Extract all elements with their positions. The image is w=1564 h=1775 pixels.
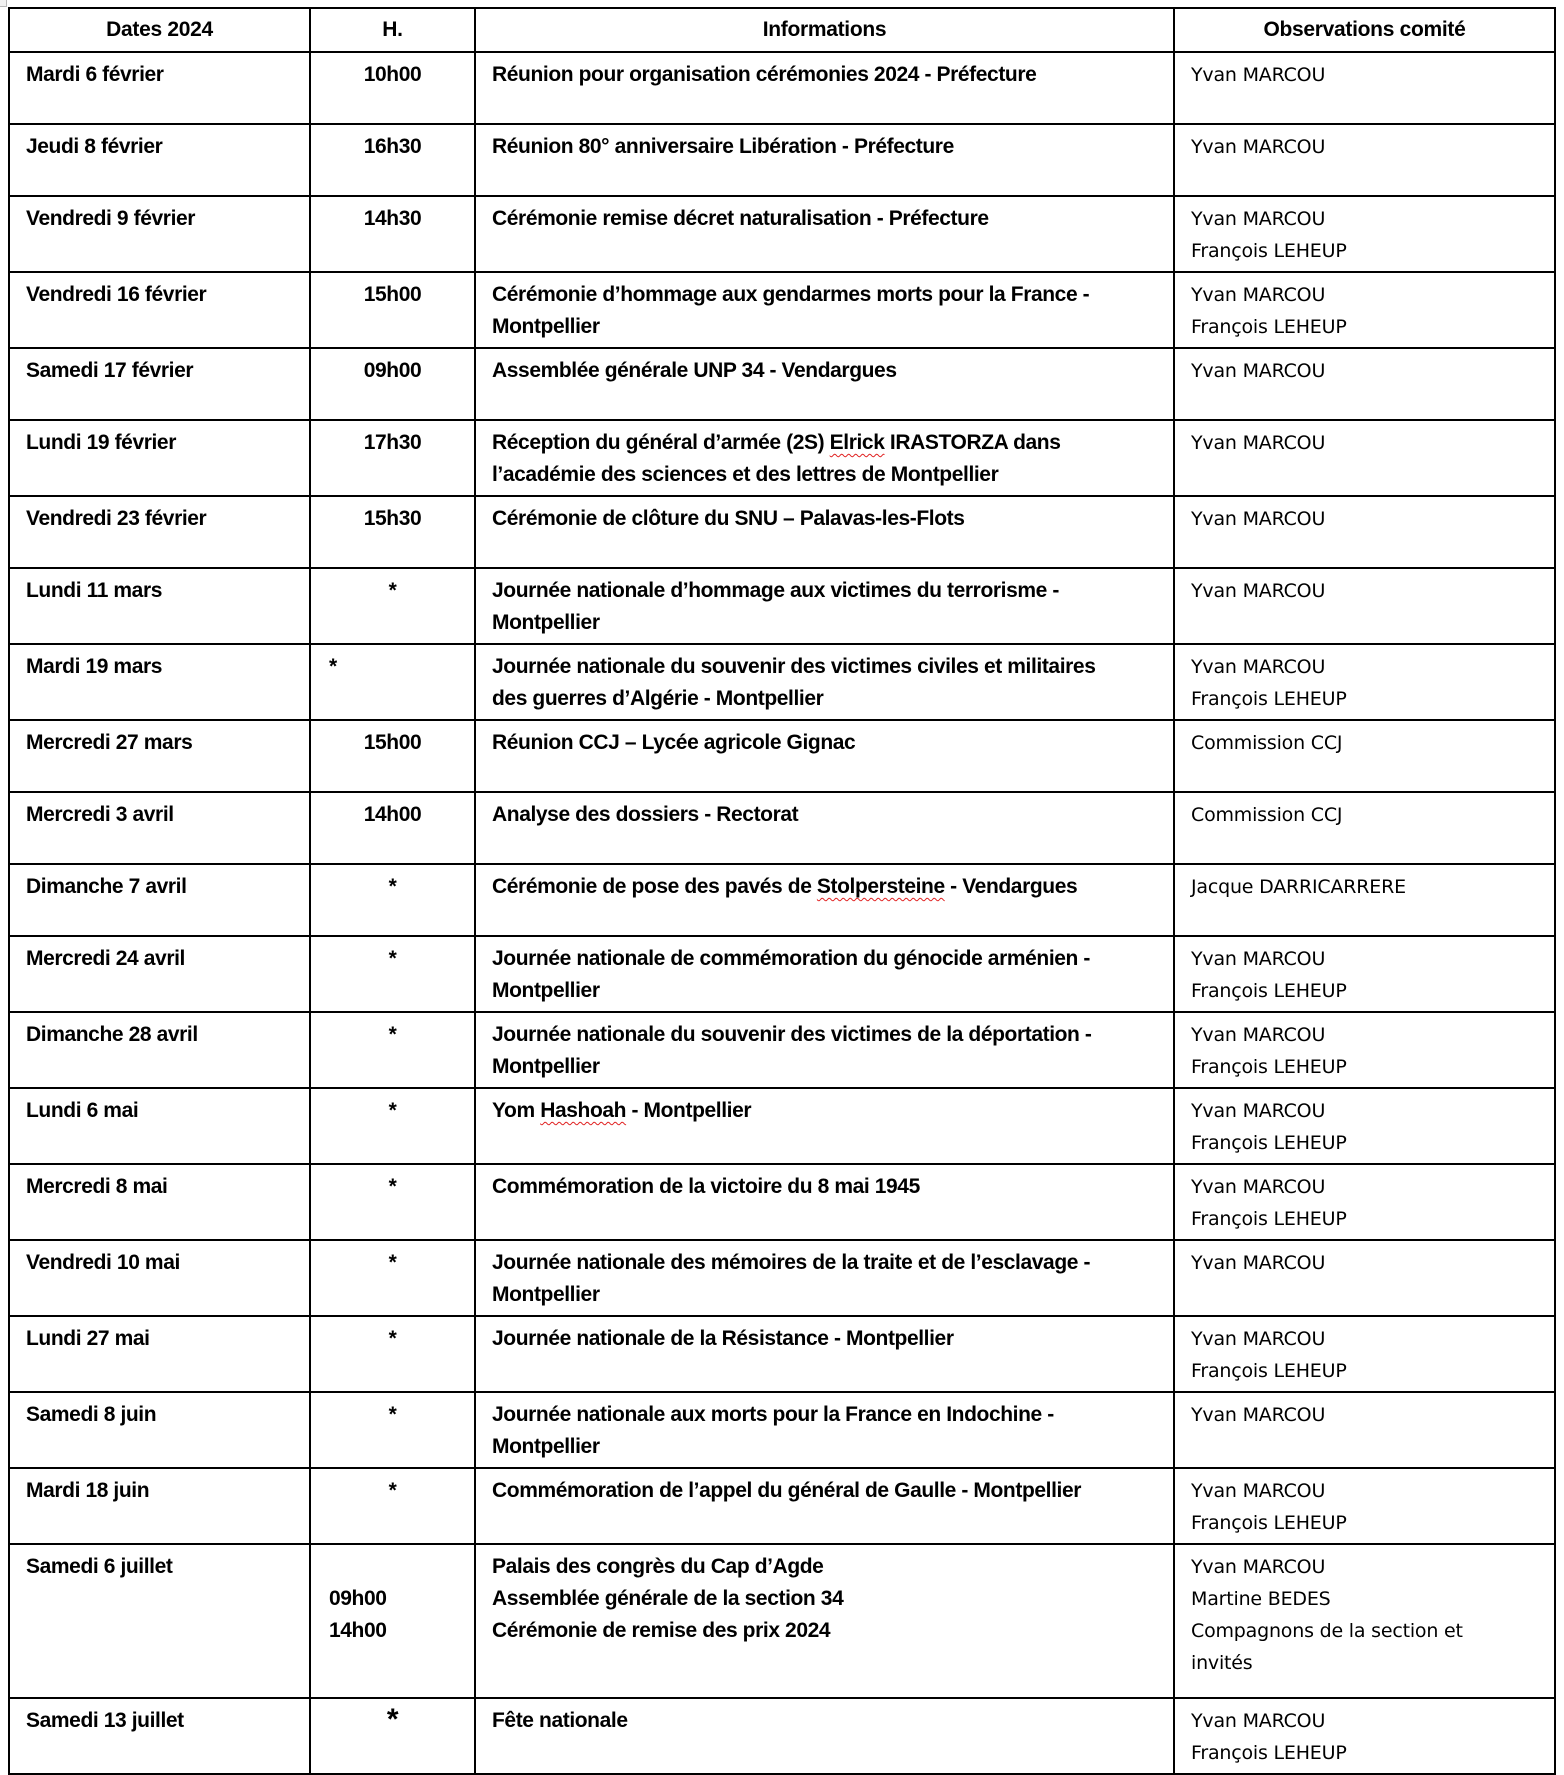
event-hour: 16h30 bbox=[363, 135, 422, 158]
spellcheck-flagged-word[interactable]: Stolpersteine bbox=[816, 875, 945, 898]
committee-member: François LEHEUP bbox=[1191, 1208, 1347, 1230]
table-row bbox=[9, 52, 1555, 124]
event-date: Mercredi 24 avril bbox=[26, 947, 185, 970]
event-info-line: Cérémonie de clôture du SNU – Palavas-les-Flots bbox=[492, 507, 965, 530]
info-cell bbox=[475, 1012, 1174, 1088]
info-cell bbox=[475, 1698, 1174, 1774]
event-hour: 14h30 bbox=[363, 207, 422, 230]
observations-cell bbox=[1174, 196, 1555, 272]
info-cell bbox=[475, 936, 1174, 1012]
committee-member: Yvan MARCOU bbox=[1191, 432, 1326, 454]
committee-member: Compagnons de la section et bbox=[1191, 1620, 1463, 1642]
event-info-text: Cérémonie de pose des pavés de bbox=[492, 875, 817, 898]
event-date: Lundi 19 février bbox=[26, 431, 176, 454]
committee-member: François LEHEUP bbox=[1191, 1056, 1347, 1078]
date-cell bbox=[9, 1240, 310, 1316]
info-cell bbox=[475, 720, 1174, 792]
event-hour bbox=[329, 1551, 474, 1583]
event-info-line: Montpellier bbox=[492, 1283, 600, 1306]
hour-cell bbox=[310, 568, 475, 644]
info-cell bbox=[475, 864, 1174, 936]
table-row bbox=[9, 720, 1555, 792]
spellcheck-flagged-word[interactable]: Elrick bbox=[829, 431, 885, 454]
table-row bbox=[9, 1392, 1555, 1468]
table-row bbox=[9, 1468, 1555, 1544]
event-info-line: Journée nationale du souvenir des victimes civiles et militaires bbox=[492, 655, 1096, 678]
observations-cell bbox=[1174, 792, 1555, 864]
date-cell bbox=[9, 1316, 310, 1392]
hour-cell bbox=[310, 196, 475, 272]
hour-cell bbox=[310, 1392, 475, 1468]
hour-cell bbox=[310, 1468, 475, 1544]
event-info-line: Réunion pour organisation cérémonies 2024 - Préfecture bbox=[492, 63, 1037, 86]
info-cell bbox=[475, 348, 1174, 420]
observations-cell bbox=[1174, 1392, 1555, 1468]
committee-member: Yvan MARCOU bbox=[1191, 948, 1326, 970]
observations-cell bbox=[1174, 936, 1555, 1012]
event-info-line: Commémoration de l’appel du général de Gaulle - Montpellier bbox=[492, 1479, 1081, 1502]
committee-member: Yvan MARCOU bbox=[1191, 656, 1326, 678]
observations-cell bbox=[1174, 644, 1555, 720]
committee-member: Yvan MARCOU bbox=[1191, 1710, 1326, 1732]
committee-member: Yvan MARCOU bbox=[1191, 1480, 1326, 1502]
info-cell bbox=[475, 1164, 1174, 1240]
event-date: Samedi 6 juillet bbox=[26, 1555, 173, 1578]
event-hour: 09h00 bbox=[329, 1587, 387, 1610]
event-info-line: Montpellier bbox=[492, 315, 600, 338]
info-cell bbox=[475, 568, 1174, 644]
committee-member: Yvan MARCOU bbox=[1191, 1252, 1326, 1274]
hour-cell bbox=[310, 124, 475, 196]
committee-member: François LEHEUP bbox=[1191, 1512, 1347, 1534]
info-cell bbox=[475, 272, 1174, 348]
event-info-line: des guerres d’Algérie - Montpellier bbox=[492, 687, 824, 710]
observations-cell bbox=[1174, 420, 1555, 496]
table-row bbox=[9, 1164, 1555, 1240]
time-tbd-marker: * bbox=[388, 1479, 397, 1502]
info-cell bbox=[475, 1316, 1174, 1392]
committee-member: François LEHEUP bbox=[1191, 1742, 1347, 1764]
event-info-text: - Montpellier bbox=[626, 1099, 752, 1122]
event-info-line bbox=[492, 871, 1159, 903]
date-cell bbox=[9, 1698, 310, 1774]
time-tbd-marker: * bbox=[388, 1251, 397, 1274]
event-info-line: Journée nationale d’hommage aux victimes du terrorisme - bbox=[492, 579, 1059, 602]
event-date: Vendredi 23 février bbox=[26, 507, 207, 530]
event-date: Samedi 13 juillet bbox=[26, 1709, 184, 1732]
table-row bbox=[9, 1240, 1555, 1316]
event-info-line: Réunion CCJ – Lycée agricole Gignac bbox=[492, 731, 856, 754]
event-hour: 14h00 bbox=[329, 1619, 387, 1642]
event-info-line: Cérémonie de remise des prix 2024 bbox=[492, 1619, 831, 1642]
event-info-line: Commémoration de la victoire du 8 mai 1945 bbox=[492, 1175, 920, 1198]
event-date: Vendredi 9 février bbox=[26, 207, 196, 230]
observations-cell bbox=[1174, 272, 1555, 348]
table-row bbox=[9, 1316, 1555, 1392]
event-info-text: IRASTORZA dans bbox=[884, 431, 1061, 454]
event-info-line: Fête nationale bbox=[492, 1709, 628, 1732]
event-date: Mercredi 27 mars bbox=[26, 731, 193, 754]
event-date: Mercredi 8 mai bbox=[26, 1175, 168, 1198]
hour-cell bbox=[310, 496, 475, 568]
committee-member: François LEHEUP bbox=[1191, 316, 1347, 338]
event-info-line: Réunion 80° anniversaire Libération - Préfecture bbox=[492, 135, 954, 158]
hour-cell bbox=[310, 52, 475, 124]
table-body bbox=[9, 52, 1555, 1774]
date-cell bbox=[9, 720, 310, 792]
hour-cell bbox=[310, 792, 475, 864]
committee-member: François LEHEUP bbox=[1191, 688, 1347, 710]
hour-cell bbox=[310, 1164, 475, 1240]
committee-member: Jacque DARRICARRERE bbox=[1191, 876, 1406, 898]
table-row bbox=[9, 496, 1555, 568]
time-tbd-marker: * bbox=[388, 947, 397, 970]
hour-cell bbox=[310, 272, 475, 348]
time-tbd-marker: * bbox=[388, 1099, 397, 1122]
info-cell bbox=[475, 1088, 1174, 1164]
info-cell bbox=[475, 496, 1174, 568]
table-header-row bbox=[9, 8, 1555, 52]
event-info-line: Montpellier bbox=[492, 1055, 600, 1078]
info-cell bbox=[475, 644, 1174, 720]
time-tbd-marker: * bbox=[388, 1023, 397, 1046]
event-info-text: - Vendargues bbox=[944, 875, 1078, 898]
event-date: Vendredi 16 février bbox=[26, 283, 207, 306]
event-hour: 15h30 bbox=[363, 507, 422, 530]
date-cell bbox=[9, 1468, 310, 1544]
table-row bbox=[9, 272, 1555, 348]
time-tbd-marker: * bbox=[329, 655, 337, 678]
hour-cell bbox=[310, 1544, 475, 1698]
hour-cell bbox=[310, 1240, 475, 1316]
committee-member: Commission CCJ bbox=[1191, 732, 1343, 754]
event-date: Lundi 11 mars bbox=[26, 579, 163, 602]
table-row bbox=[9, 124, 1555, 196]
hour-cell bbox=[310, 644, 475, 720]
event-info-line: Journée nationale des mémoires de la traite et de l’esclavage - bbox=[492, 1251, 1091, 1274]
table-row bbox=[9, 936, 1555, 1012]
event-date: Mardi 6 février bbox=[26, 63, 164, 86]
info-cell bbox=[475, 1240, 1174, 1316]
event-date: Lundi 6 mai bbox=[26, 1099, 139, 1122]
observations-cell bbox=[1174, 864, 1555, 936]
committee-member: invités bbox=[1191, 1652, 1253, 1674]
event-hour: 17h30 bbox=[363, 431, 422, 454]
info-cell bbox=[475, 420, 1174, 496]
table-row bbox=[9, 1012, 1555, 1088]
event-info-line: Journée nationale de commémoration du génocide arménien - bbox=[492, 947, 1090, 970]
observations-cell bbox=[1174, 496, 1555, 568]
committee-member: François LEHEUP bbox=[1191, 240, 1347, 262]
table-row bbox=[9, 196, 1555, 272]
date-cell bbox=[9, 52, 310, 124]
observations-cell bbox=[1174, 1698, 1555, 1774]
hour-cell bbox=[310, 1012, 475, 1088]
event-info-line: Journée nationale du souvenir des victimes de la déportation - bbox=[492, 1023, 1092, 1046]
time-tbd-marker: * bbox=[388, 1175, 397, 1198]
committee-member: Yvan MARCOU bbox=[1191, 360, 1326, 382]
table-move-handle[interactable] bbox=[0, 0, 7, 7]
event-info-line: Cérémonie remise décret naturalisation - Préfecture bbox=[492, 207, 989, 230]
table-row bbox=[9, 644, 1555, 720]
table-row bbox=[9, 1088, 1555, 1164]
event-info-line: Journée nationale aux morts pour la France en Indochine - bbox=[492, 1403, 1054, 1426]
committee-member: Yvan MARCOU bbox=[1191, 208, 1326, 230]
date-cell bbox=[9, 124, 310, 196]
committee-member: François LEHEUP bbox=[1191, 1360, 1347, 1382]
info-cell bbox=[475, 1468, 1174, 1544]
committee-member: Yvan MARCOU bbox=[1191, 1100, 1326, 1122]
event-info-line: l’académie des sciences et des lettres de Montpellier bbox=[492, 463, 999, 486]
spellcheck-flagged-word[interactable]: Hashoah bbox=[540, 1099, 627, 1122]
hour-cell bbox=[310, 348, 475, 420]
date-cell bbox=[9, 1088, 310, 1164]
committee-member: François LEHEUP bbox=[1191, 1132, 1347, 1154]
date-cell bbox=[9, 272, 310, 348]
observations-cell bbox=[1174, 1012, 1555, 1088]
event-info-line: Journée nationale de la Résistance - Montpellier bbox=[492, 1327, 954, 1350]
observations-cell bbox=[1174, 348, 1555, 420]
info-cell bbox=[475, 1544, 1174, 1698]
date-cell bbox=[9, 1012, 310, 1088]
event-info-line bbox=[492, 427, 1159, 459]
time-tbd-marker: * bbox=[388, 1327, 397, 1350]
committee-member: Yvan MARCOU bbox=[1191, 64, 1326, 86]
hour-cell bbox=[310, 1088, 475, 1164]
event-date: Dimanche 7 avril bbox=[26, 875, 187, 898]
info-cell bbox=[475, 124, 1174, 196]
date-cell bbox=[9, 644, 310, 720]
observations-cell bbox=[1174, 1468, 1555, 1544]
date-cell bbox=[9, 864, 310, 936]
observations-cell bbox=[1174, 720, 1555, 792]
table-row bbox=[9, 568, 1555, 644]
table-row bbox=[9, 792, 1555, 864]
info-cell bbox=[475, 1392, 1174, 1468]
date-cell bbox=[9, 1392, 310, 1468]
date-cell bbox=[9, 936, 310, 1012]
observations-cell bbox=[1174, 1164, 1555, 1240]
date-cell bbox=[9, 348, 310, 420]
event-date: Mercredi 3 avril bbox=[26, 803, 174, 826]
event-info-line: Assemblée générale UNP 34 - Vendargues bbox=[492, 359, 897, 382]
event-info-line: Montpellier bbox=[492, 979, 600, 1002]
committee-member: Yvan MARCOU bbox=[1191, 284, 1326, 306]
committee-member: Yvan MARCOU bbox=[1191, 136, 1326, 158]
header-hour: H. bbox=[310, 8, 475, 52]
event-info-line: Palais des congrès du Cap d’Agde bbox=[492, 1555, 824, 1578]
time-tbd-marker: * bbox=[388, 579, 397, 602]
observations-cell bbox=[1174, 1088, 1555, 1164]
committee-member: Commission CCJ bbox=[1191, 804, 1343, 826]
hour-cell bbox=[310, 1316, 475, 1392]
header-observations: Observations comité bbox=[1174, 8, 1555, 52]
event-hour: 15h00 bbox=[363, 283, 422, 306]
committee-member: Yvan MARCOU bbox=[1191, 1176, 1326, 1198]
committee-member: Yvan MARCOU bbox=[1191, 1024, 1326, 1046]
events-table bbox=[8, 7, 1556, 1775]
committee-member: Yvan MARCOU bbox=[1191, 1328, 1326, 1350]
observations-cell bbox=[1174, 52, 1555, 124]
table-row bbox=[9, 348, 1555, 420]
observations-cell bbox=[1174, 568, 1555, 644]
event-info-line: Montpellier bbox=[492, 1435, 600, 1458]
event-info-line: Analyse des dossiers - Rectorat bbox=[492, 803, 799, 826]
time-tbd-marker: * bbox=[388, 875, 397, 898]
event-date: Samedi 17 février bbox=[26, 359, 194, 382]
event-info-line bbox=[492, 1095, 1159, 1127]
info-cell bbox=[475, 52, 1174, 124]
hour-cell bbox=[310, 420, 475, 496]
event-info-text: Réception du général d’armée (2S) bbox=[492, 431, 830, 454]
date-cell bbox=[9, 1164, 310, 1240]
table-row bbox=[9, 864, 1555, 936]
event-info-line: Montpellier bbox=[492, 611, 600, 634]
header-info: Informations bbox=[475, 8, 1174, 52]
event-date: Mardi 18 juin bbox=[26, 1479, 150, 1502]
committee-member: François LEHEUP bbox=[1191, 980, 1347, 1002]
event-date: Jeudi 8 février bbox=[26, 135, 163, 158]
event-date: Lundi 27 mai bbox=[26, 1327, 150, 1350]
time-tbd-marker: * bbox=[386, 1703, 399, 1736]
event-hour: 14h00 bbox=[363, 803, 422, 826]
event-date: Vendredi 10 mai bbox=[26, 1251, 180, 1274]
observations-cell bbox=[1174, 124, 1555, 196]
observations-cell bbox=[1174, 1316, 1555, 1392]
committee-member: Yvan MARCOU bbox=[1191, 508, 1326, 530]
event-info-text: Yom bbox=[492, 1099, 541, 1122]
event-hour: 09h00 bbox=[363, 359, 422, 382]
event-info-line: Cérémonie d’hommage aux gendarmes morts pour la France - bbox=[492, 283, 1090, 306]
info-cell bbox=[475, 196, 1174, 272]
header-date: Dates 2024 bbox=[9, 8, 310, 52]
date-cell bbox=[9, 420, 310, 496]
date-cell bbox=[9, 496, 310, 568]
time-tbd-marker: * bbox=[388, 1403, 397, 1426]
table-row bbox=[9, 1544, 1555, 1698]
date-cell bbox=[9, 1544, 310, 1698]
event-hour: 10h00 bbox=[363, 63, 422, 86]
event-date: Mardi 19 mars bbox=[26, 655, 163, 678]
hour-cell bbox=[310, 936, 475, 1012]
committee-member: Yvan MARCOU bbox=[1191, 580, 1326, 602]
date-cell bbox=[9, 568, 310, 644]
date-cell bbox=[9, 792, 310, 864]
event-date: Dimanche 28 avril bbox=[26, 1023, 198, 1046]
hour-cell bbox=[310, 720, 475, 792]
table-row bbox=[9, 1698, 1555, 1774]
committee-member: Yvan MARCOU bbox=[1191, 1556, 1326, 1578]
event-info-line: Assemblée générale de la section 34 bbox=[492, 1587, 844, 1610]
info-cell bbox=[475, 792, 1174, 864]
table-row bbox=[9, 420, 1555, 496]
hour-cell bbox=[310, 864, 475, 936]
hour-cell bbox=[310, 1698, 475, 1774]
date-cell bbox=[9, 196, 310, 272]
event-date: Samedi 8 juin bbox=[26, 1403, 157, 1426]
observations-cell bbox=[1174, 1240, 1555, 1316]
event-hour: 15h00 bbox=[363, 731, 422, 754]
committee-member: Yvan MARCOU bbox=[1191, 1404, 1326, 1426]
observations-cell bbox=[1174, 1544, 1555, 1698]
committee-member: Martine BEDES bbox=[1191, 1588, 1331, 1610]
